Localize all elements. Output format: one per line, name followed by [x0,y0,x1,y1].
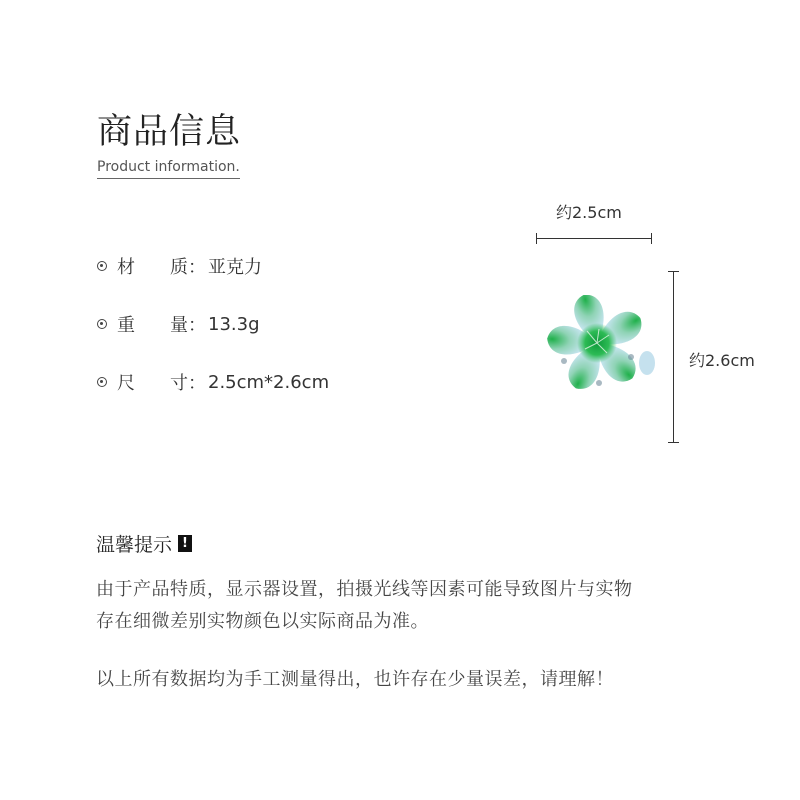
bullet-icon [97,319,107,329]
spec-colon: ： [188,373,206,394]
width-dimension-label: 约2.5cm [556,203,622,222]
spec-label-second: 寸 [170,373,188,394]
notice-line-2: 存在细微差别实物颜色以实际商品为准。 [96,611,429,632]
spec-label-first: 材 [117,257,135,278]
spec-row-material [97,253,262,279]
spec-row-weight [97,311,260,337]
exclamation-icon: ! [178,535,192,552]
spec-value-size: 2.5cm*2.6cm [208,371,330,393]
width-dimension-cap-left [536,233,537,244]
notice-title-text: 温馨提示 [96,534,173,556]
page-title: 商品信息 [97,112,242,152]
spec-label-first: 尺 [117,373,135,394]
spec-value-material: 亚克力 [208,257,262,278]
height-dimension-label: 约2.6cm [689,351,755,370]
height-dimension-cap-bottom [668,442,679,443]
spec-label-first: 重 [117,315,135,336]
spec-label-second: 质 [170,257,188,278]
spec-colon: ： [188,315,206,336]
spec-colon: ： [188,257,206,278]
notice-line-3: 以上所有数据均为手工测量得出，也许存在少量误差，请理解！ [96,669,614,690]
spec-label-second: 量 [170,315,188,336]
bullet-icon [97,377,107,387]
height-dimension-cap-top [668,271,679,272]
notice-heading [96,530,192,557]
height-dimension-line [673,271,674,443]
notice-line-1: 由于产品特质，显示器设置，拍摄光线等因素可能导致图片与实物 [96,579,633,600]
spec-value-weight: 13.3g [208,313,260,335]
spec-row-size [97,369,329,395]
page-subtitle: Product information. [97,159,240,179]
width-dimension-line [536,238,652,239]
flower-clip-image [535,295,660,410]
bullet-icon [97,261,107,271]
width-dimension-cap-right [651,233,652,244]
